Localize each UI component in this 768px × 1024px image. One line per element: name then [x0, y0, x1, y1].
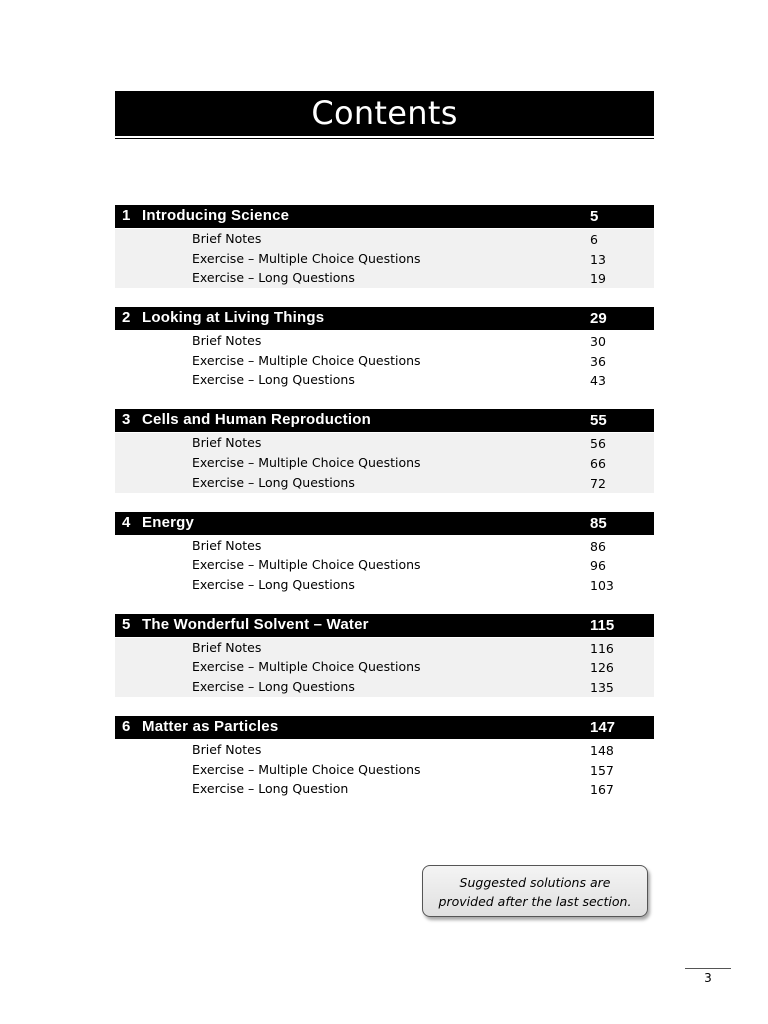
chapter-entries [115, 229, 654, 288]
chapter-page: 147 [590, 718, 616, 736]
toc-entry[interactable] [115, 555, 654, 575]
note-line-1: Suggested solutions are [459, 875, 611, 890]
chapter-entries [115, 331, 654, 390]
entry-label: Brief Notes [192, 435, 262, 451]
toc-entry[interactable] [115, 351, 654, 371]
chapter-page: 115 [590, 616, 615, 634]
chapter-title: Introducing Science [142, 207, 290, 224]
toc-entry[interactable] [115, 575, 654, 595]
toc-entry[interactable] [115, 268, 654, 288]
toc-entry[interactable] [115, 657, 654, 677]
entry-label: Brief Notes [192, 741, 262, 757]
solutions-note [422, 865, 648, 917]
entry-page: 116 [590, 640, 614, 656]
chapter-number: 5 [122, 615, 131, 633]
chapter-entries [115, 740, 654, 799]
toc-entry[interactable] [115, 249, 654, 269]
chapter-heading[interactable] [115, 614, 654, 637]
entry-label: Exercise – Multiple Choice Questions [192, 761, 421, 777]
chapter-heading[interactable] [115, 307, 654, 330]
entry-label: Exercise – Long Questions [192, 270, 355, 286]
chapter-4 [115, 512, 654, 595]
entry-page: 157 [590, 762, 614, 778]
toc-entry[interactable] [115, 677, 654, 697]
entry-page: 96 [590, 558, 606, 574]
chapter-number: 2 [122, 309, 131, 327]
title-underline [115, 138, 654, 139]
page-number-rule [685, 968, 731, 969]
entry-page: 30 [590, 334, 606, 350]
entry-label: Exercise – Multiple Choice Questions [192, 352, 421, 368]
chapter-entries [115, 638, 654, 697]
entry-label: Brief Notes [192, 333, 262, 349]
toc-entry[interactable] [115, 740, 654, 760]
toc-entry[interactable] [115, 536, 654, 556]
chapter-number: 1 [122, 207, 131, 224]
toc-entry[interactable] [115, 760, 654, 780]
toc-entry[interactable] [115, 331, 654, 351]
chapter-2 [115, 307, 654, 390]
entry-page: 103 [590, 577, 614, 593]
toc-entry[interactable] [115, 229, 654, 249]
page-title: Contents [115, 91, 654, 136]
toc-entry[interactable] [115, 453, 654, 473]
chapter-number: 6 [122, 717, 131, 735]
chapter-entries [115, 433, 654, 492]
chapter-title: Energy [142, 513, 195, 531]
note-line-2: provided after the last section. [438, 894, 632, 909]
entry-page: 13 [590, 251, 606, 267]
entry-page: 167 [590, 782, 614, 798]
entry-label: Exercise – Long Questions [192, 678, 355, 694]
page-number: 3 [704, 971, 712, 985]
chapter-heading[interactable] [115, 409, 654, 432]
toc-entry[interactable] [115, 433, 654, 453]
chapter-heading[interactable] [115, 716, 654, 739]
chapter-title: Matter as Particles [142, 717, 279, 735]
entry-label: Exercise – Multiple Choice Questions [192, 659, 421, 675]
entry-page: 126 [590, 660, 614, 676]
entry-page: 56 [590, 436, 606, 452]
chapter-page: 85 [590, 514, 607, 532]
chapter-number: 4 [122, 513, 131, 531]
table-of-contents [115, 205, 654, 818]
chapter-heading[interactable] [115, 205, 654, 228]
entry-label: Brief Notes [192, 537, 262, 553]
entry-page: 135 [590, 679, 614, 695]
entry-label: Brief Notes [192, 639, 262, 655]
chapter-1 [115, 205, 654, 288]
toc-entry[interactable] [115, 370, 654, 390]
chapter-number: 3 [122, 411, 131, 429]
entry-label: Exercise – Long Question [192, 781, 349, 797]
entry-label: Brief Notes [192, 231, 262, 246]
entry-label: Exercise – Long Questions [192, 474, 355, 490]
chapter-page: 29 [590, 310, 607, 328]
entry-page: 19 [590, 271, 606, 287]
toc-entry[interactable] [115, 779, 654, 799]
toc-entry[interactable] [115, 473, 654, 493]
entry-page: 43 [590, 373, 606, 389]
chapter-title: Cells and Human Reproduction [142, 411, 371, 429]
entry-page: 6 [590, 232, 598, 247]
entry-page: 72 [590, 475, 606, 491]
entry-label: Exercise – Long Questions [192, 576, 355, 592]
chapter-page: 55 [590, 412, 607, 430]
chapter-title: The Wonderful Solvent – Water [142, 615, 369, 633]
entry-label: Exercise – Long Questions [192, 372, 355, 388]
entry-label: Exercise – Multiple Choice Questions [192, 557, 421, 573]
entry-label: Exercise – Multiple Choice Questions [192, 250, 421, 266]
entry-page: 36 [590, 353, 606, 369]
chapter-3 [115, 409, 654, 492]
chapter-6 [115, 716, 654, 799]
chapter-title: Looking at Living Things [142, 309, 325, 327]
entry-page: 148 [590, 742, 614, 758]
entry-label: Exercise – Multiple Choice Questions [192, 454, 421, 470]
toc-entry[interactable] [115, 638, 654, 658]
entry-page: 86 [590, 538, 606, 554]
chapter-5 [115, 614, 654, 697]
chapter-entries [115, 536, 654, 595]
chapter-page: 5 [590, 208, 599, 225]
entry-page: 66 [590, 455, 606, 471]
chapter-heading[interactable] [115, 512, 654, 535]
